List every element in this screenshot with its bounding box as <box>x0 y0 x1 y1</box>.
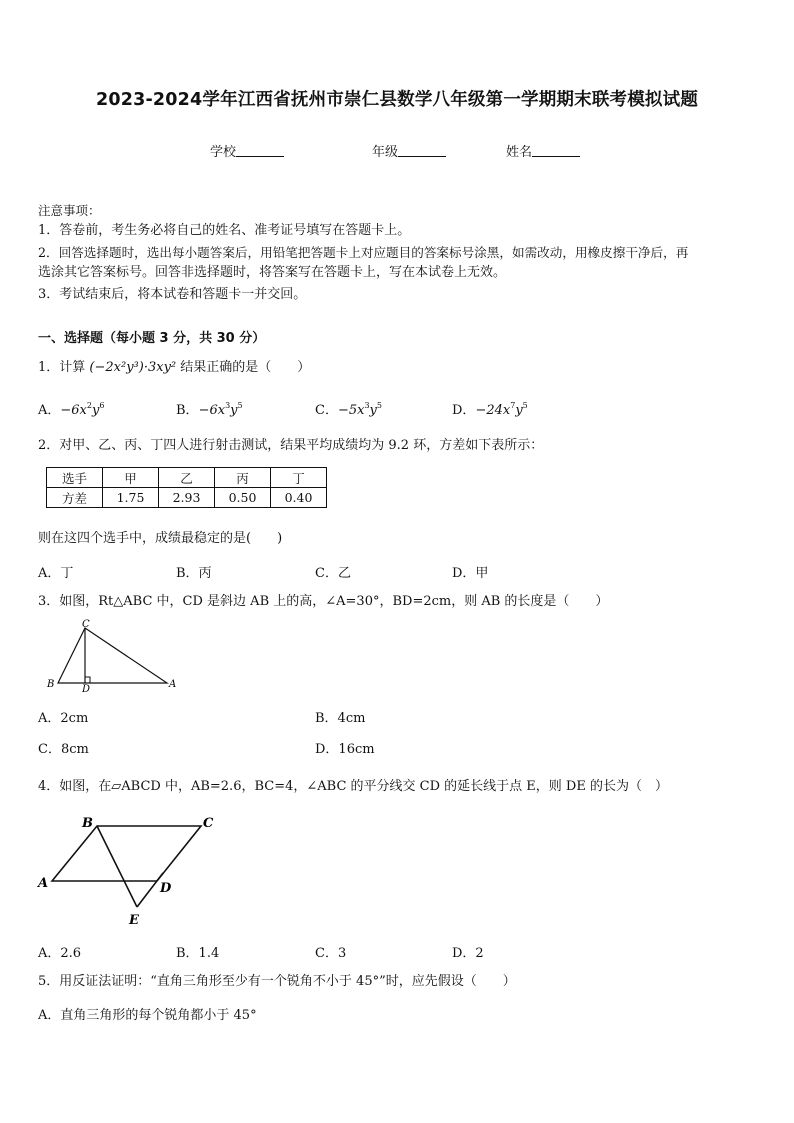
label-b: B <box>82 816 93 831</box>
q5-option-a: A．直角三角形的每个锐角都小于 45° <box>38 1008 257 1023</box>
q1-prefix: 1．计算 <box>38 360 86 375</box>
label-b: B <box>47 679 55 690</box>
table-cell: 1.75 <box>103 488 159 508</box>
q3-triangle-figure <box>40 616 190 696</box>
q3-option-d: D．16cm <box>315 742 375 757</box>
table-cell: 选手 <box>47 468 103 488</box>
q3-option-b: B．4cm <box>315 711 366 726</box>
label-c: C <box>203 816 214 831</box>
q4-stem: 4．如图，在▱ABCD 中，AB=2.6，BC=4，∠ABC 的平分线交 CD 的延长线于点 E，则 DE 的长为（ ） <box>38 779 668 794</box>
q1-option-a: A．$-6x^2y^6$ <box>38 401 105 418</box>
name-field <box>506 141 580 160</box>
q3-option-a: A．2cm <box>38 711 89 726</box>
school-label: 学校 <box>210 145 237 160</box>
page-title: 2023-2024学年江西省抚州市崇仁县数学八年级第一学期期末联考模拟试题 <box>95 90 699 110</box>
table-cell: 丙 <box>215 468 271 488</box>
q2-option-a: A．丁 <box>38 566 74 581</box>
label-d: D <box>82 684 91 695</box>
table-cell: 乙 <box>159 468 215 488</box>
q2-question: 则在这四个选手中，成绩最稳定的是( ) <box>38 531 283 546</box>
q1-option-d: D．$-24x^7y^5$ <box>452 401 528 418</box>
notice-item-2: 2．回答选择题时，选出每小题答案后，用铅笔把答题卡上对应题目的答案标号涂黑，如需改动，用橡皮擦干净后，再 <box>38 245 689 260</box>
table-cell: 丁 <box>271 468 327 488</box>
q1-option-b: B．$-6x^3y^5$ <box>176 401 243 418</box>
notice-item-1: 1．答卷前，考生务必将自己的姓名、准考证号填写在答题卡上。 <box>38 223 411 238</box>
table-cell: 甲 <box>103 468 159 488</box>
variance-table <box>46 467 327 508</box>
label-e: E <box>129 913 139 928</box>
name-label: 姓名 <box>506 145 533 160</box>
grade-field <box>372 141 446 160</box>
q1-expression: (−2x²y³)·3xy² <box>89 360 177 375</box>
q2-option-d: D．甲 <box>452 566 489 581</box>
table-row <box>47 488 327 508</box>
q2-stem: 2．对甲、乙、丙、丁四人进行射击测试，结果平均成绩均为 9.2 环，方差如下表所示： <box>38 438 544 453</box>
q4-option-a: A．2.6 <box>38 946 82 961</box>
section-heading: 一、选择题（每小题 3 分，共 30 分） <box>38 331 266 346</box>
label-d: D <box>160 881 172 896</box>
name-blank <box>532 144 580 157</box>
label-c: C <box>82 619 90 630</box>
school-blank <box>236 144 284 157</box>
table-cell: 2.93 <box>159 488 215 508</box>
table-header-row <box>47 468 327 488</box>
notice-item-2-cont: 选涂其它答案标号。回答非选择题时，将答案写在答题卡上，写在本试卷上无效。 <box>38 265 507 280</box>
grade-label: 年级 <box>372 145 399 160</box>
notice-item-3: 3．考试结束后，将本试卷和答题卡一并交回。 <box>38 287 307 302</box>
table-cell: 方差 <box>47 488 103 508</box>
q2-option-c: C．乙 <box>315 566 351 581</box>
table-cell: 0.40 <box>271 488 327 508</box>
q3-stem: 3．如图，Rt△ABC 中，CD 是斜边 AB 上的高，∠A=30°，BD=2cm，则 AB 的长度是（ ） <box>38 594 609 609</box>
q3-option-c: C．8cm <box>38 742 89 757</box>
q4-option-b: B．1.4 <box>176 946 220 961</box>
notice-title: 注意事项： <box>38 203 101 218</box>
table-cell: 0.50 <box>215 488 271 508</box>
label-a: A <box>38 876 49 891</box>
label-a: A <box>169 679 177 690</box>
q4-option-d: D．2 <box>452 946 484 961</box>
q1-suffix: 结果正确的是（ ） <box>180 360 311 375</box>
q1-stem <box>38 358 310 378</box>
grade-blank <box>398 144 446 157</box>
q4-parallelogram-figure <box>36 812 226 932</box>
q1-option-c: C．$-5x^3y^5$ <box>315 401 382 418</box>
school-field <box>210 141 284 160</box>
q2-option-b: B．丙 <box>176 566 212 581</box>
q5-stem: 5．用反证法证明：“直角三角形至少有一个锐角不小于 45°”时，应先假设（ ） <box>38 974 516 989</box>
q4-option-c: C．3 <box>315 946 347 961</box>
